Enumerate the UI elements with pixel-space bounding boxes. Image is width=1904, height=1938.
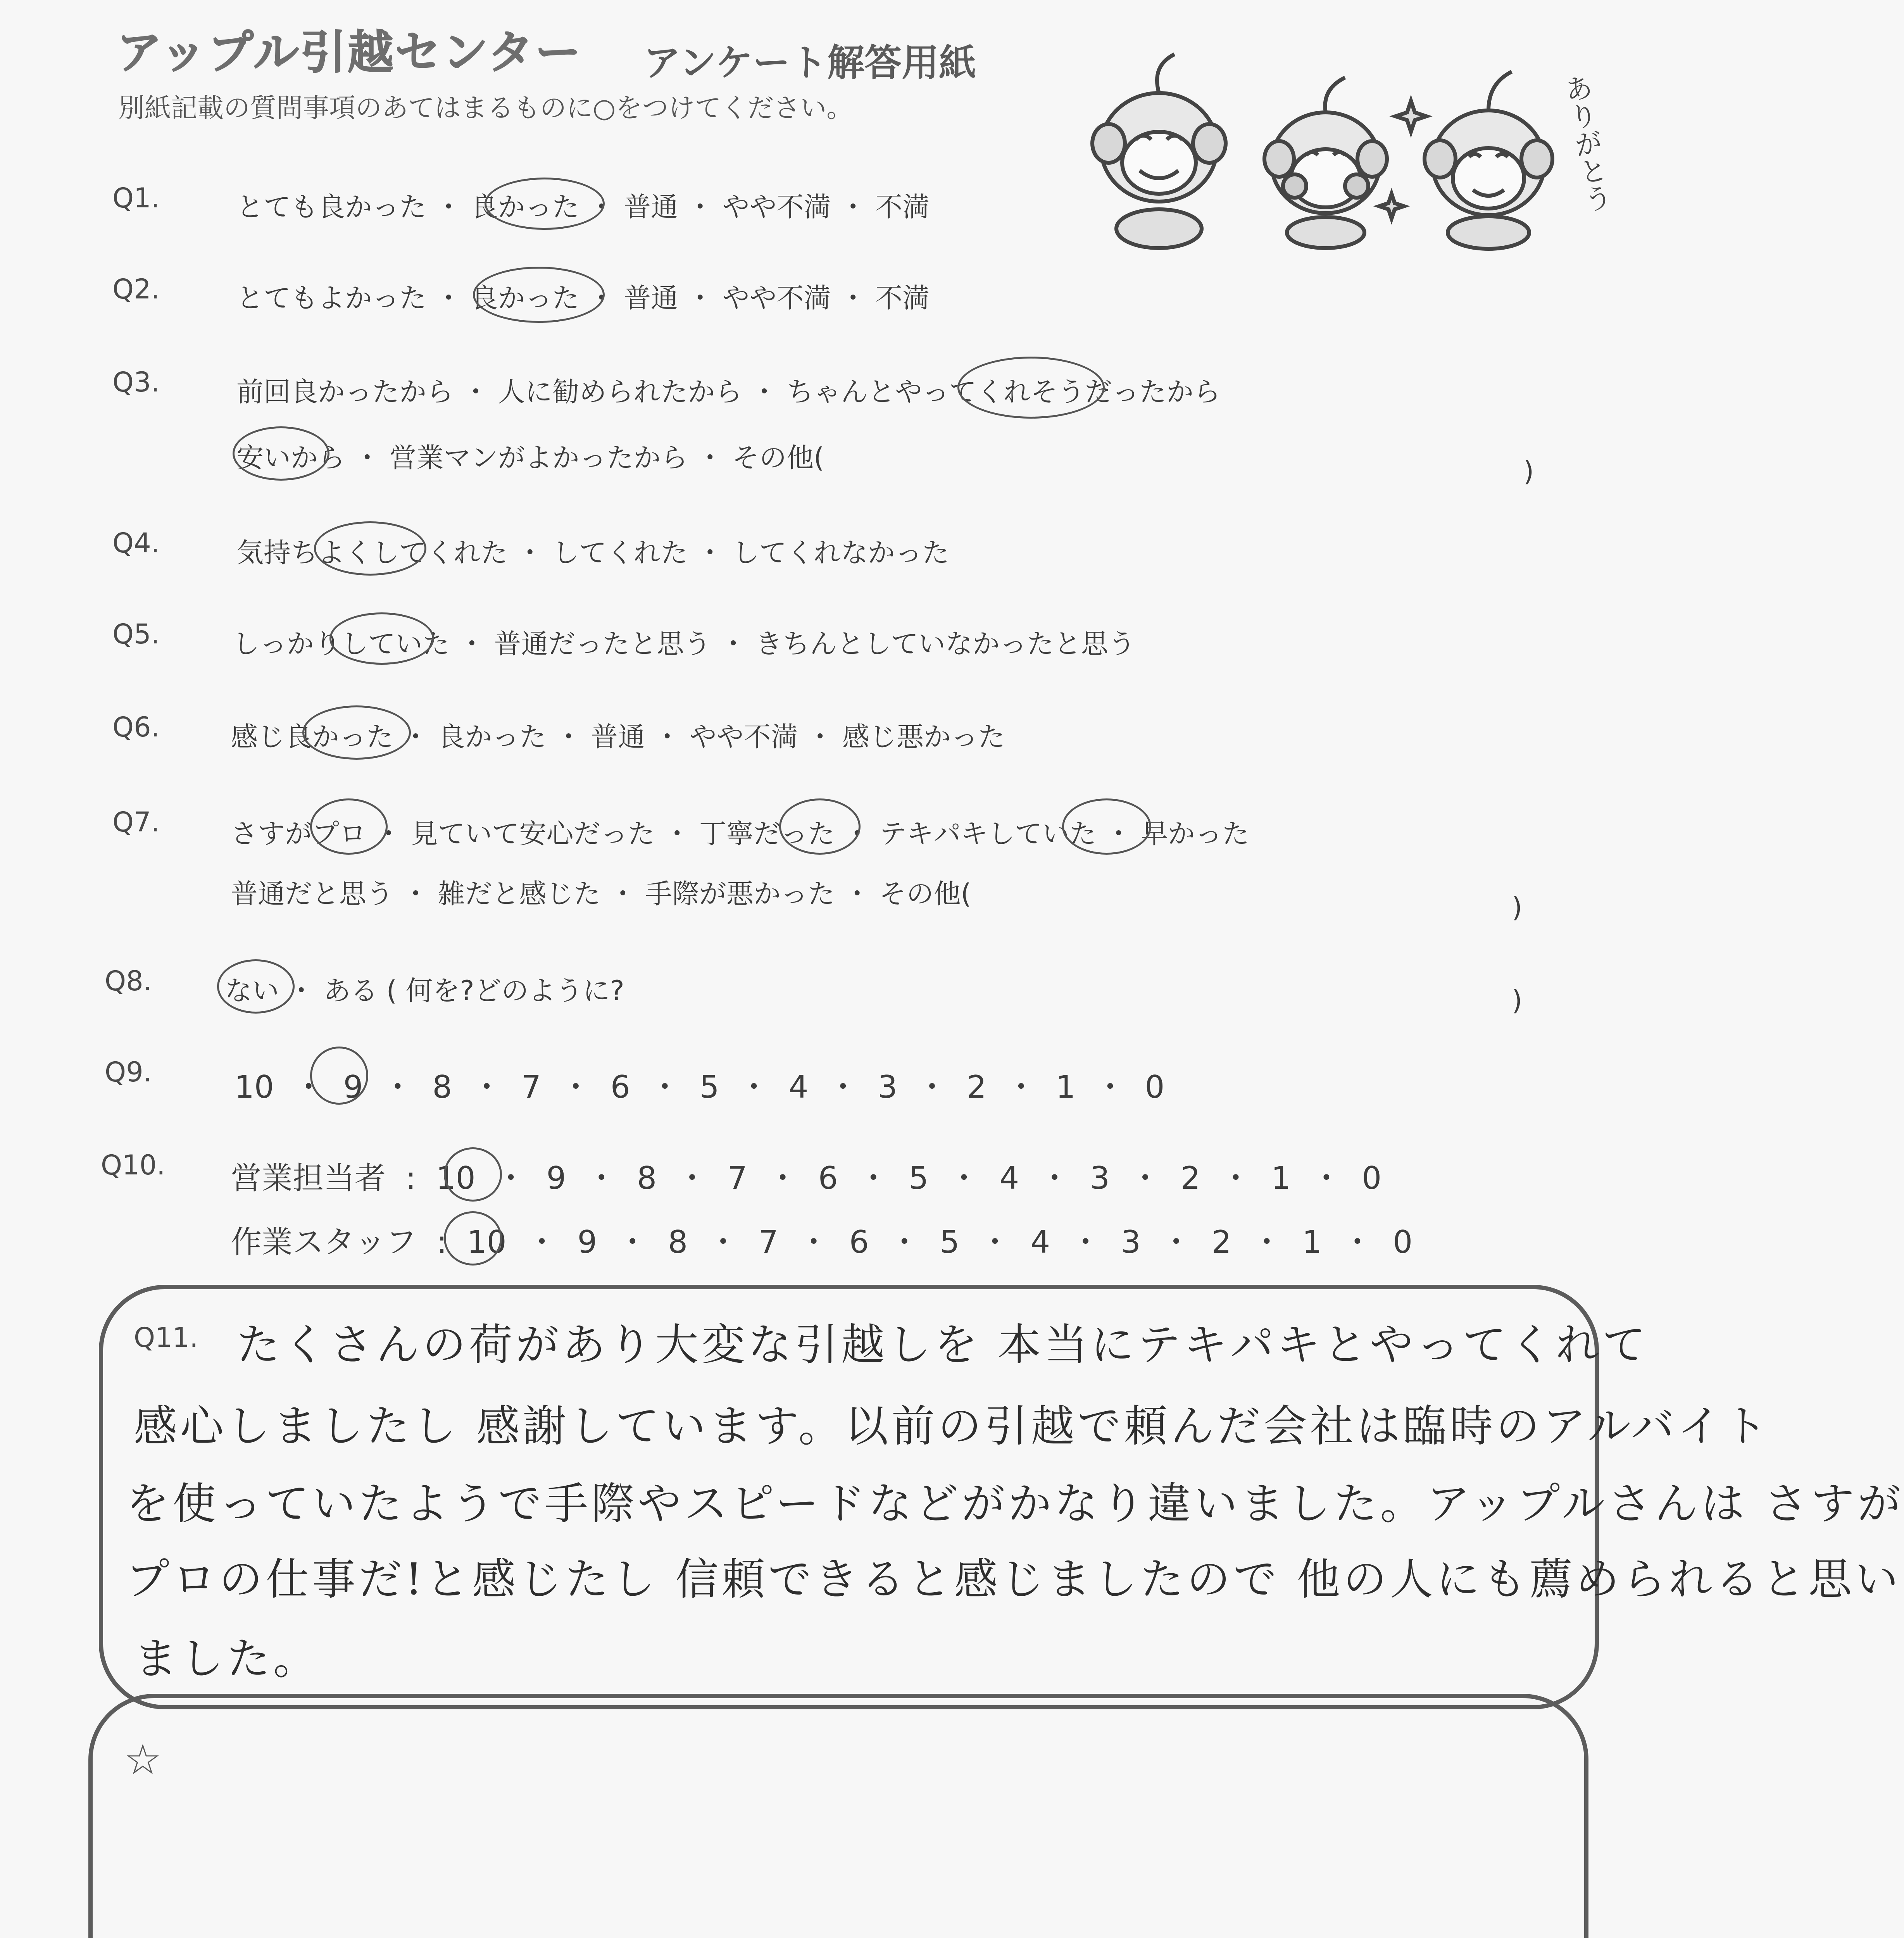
q4-selected-circle bbox=[314, 521, 426, 576]
q6-label: Q6. bbox=[112, 711, 160, 743]
q8-selected-circle bbox=[217, 959, 295, 1014]
q7-selected-circle-3 bbox=[1062, 798, 1151, 855]
q9-label: Q9. bbox=[105, 1056, 152, 1088]
q10-sales-selected-circle bbox=[444, 1147, 502, 1202]
mascot-thanks-text: ありがとう bbox=[1558, 72, 1614, 215]
instructions-text: 別紙記載の質問事項のあてはまるものに○をつけてください。 bbox=[118, 93, 853, 124]
q11-handwritten-line-1: たくさんの荷があり大変な引越しを 本当にテキパキとやってくれて bbox=[236, 1320, 1649, 1370]
q10-sales-options: 営業担当者 : 10 ・ 9 ・ 8 ・ 7 ・ 6 ・ 5 ・ 4 ・ 3 ・ 2 ・ 1 ・ 0 bbox=[231, 1160, 1382, 1196]
q11-handwritten-line-3: を使っていたようで手際やスピードなどがかなり違いました。アップルさんは さすが bbox=[126, 1479, 1904, 1529]
q7-selected-circle-1 bbox=[310, 798, 388, 855]
q4-options: 気持ちよくしてくれた ・ してくれた ・ してくれなかった bbox=[236, 537, 950, 569]
q7-options-line2: 普通だと思う ・ 雑だと感じた ・ 手際が悪かった ・ その他( bbox=[231, 878, 971, 910]
q3-options-line1: 前回良かったから ・ 人に勧められたから ・ ちゃんとやってくれそうだったから bbox=[236, 376, 1221, 408]
q11-label: Q11. bbox=[134, 1322, 198, 1353]
q7-label: Q7. bbox=[112, 806, 160, 838]
q11-handwritten-line-2: 感心しましたし 感謝しています。以前の引越で頼んだ会社は臨時のアルバイト bbox=[134, 1401, 1771, 1452]
q9-options: 10 ・ 9 ・ 8 ・ 7 ・ 6 ・ 5 ・ 4 ・ 3 ・ 2 ・ 1 ・ 0 bbox=[235, 1069, 1165, 1105]
q6-options: 感じ良かった ・ 良かった ・ 普通 ・ やや不満 ・ 感じ悪かった bbox=[231, 721, 1005, 753]
q7-selected-circle-2 bbox=[779, 798, 861, 855]
q9-selected-circle bbox=[310, 1047, 368, 1105]
q1-selected-circle bbox=[485, 178, 605, 230]
q5-selected-circle bbox=[329, 612, 434, 665]
q1-options: とても良かった ・ 良かった ・ 普通 ・ やや不満 ・ 不満 bbox=[236, 191, 930, 223]
star-icon: ☆ bbox=[124, 1736, 162, 1784]
q2-selected-circle bbox=[473, 267, 605, 323]
q11-handwritten-line-5: ました。 bbox=[134, 1634, 320, 1684]
q3-selected-circle-1 bbox=[957, 357, 1105, 419]
q1-label: Q1. bbox=[112, 182, 160, 214]
q5-label: Q5. bbox=[112, 618, 160, 650]
page-subtitle: アンケート解答用紙 bbox=[643, 41, 976, 84]
q2-label: Q2. bbox=[112, 273, 160, 305]
q3-label: Q3. bbox=[112, 366, 160, 398]
page-title: アップル引越センター bbox=[116, 26, 583, 79]
q4-label: Q4. bbox=[112, 527, 160, 559]
q10-label: Q10. bbox=[101, 1149, 166, 1181]
q8-paren-close: ) bbox=[1512, 985, 1523, 1016]
monkey-mascots-illustration bbox=[1078, 47, 1613, 250]
q5-options: しっかりしていた ・ 普通だったと思う ・ きちんとしていなかったと思う bbox=[233, 628, 1136, 660]
q3-selected-circle-2 bbox=[233, 426, 329, 481]
q10-staff-options: 作業スタッフ : 10 ・ 9 ・ 8 ・ 7 ・ 6 ・ 5 ・ 4 ・ 3 ・ 2 ・ 1 ・ 0 bbox=[231, 1224, 1413, 1260]
q11-handwritten-line-4: プロの仕事だ!と感じたし 信頼できると感じましたので 他の人にも薦められると思い bbox=[126, 1554, 1902, 1605]
star-comment-box bbox=[88, 1694, 1588, 1938]
q8-options: ない ・ ある ( 何を?どのように? bbox=[225, 975, 624, 1007]
q3-paren-close: ) bbox=[1523, 455, 1534, 487]
q7-options-line1: さすがプロ ・ 見ていて安心だった ・ 丁寧だった ・ テキパキしていた ・ 早かった bbox=[231, 818, 1250, 850]
q10-staff-selected-circle bbox=[444, 1211, 502, 1266]
q6-selected-circle bbox=[302, 705, 411, 760]
q2-options: とてもよかった ・ 良かった ・ 普通 ・ やや不満 ・ 不満 bbox=[236, 282, 930, 314]
q3-options-line2: 安いから ・ 営業マンがよかったから ・ その他( bbox=[236, 442, 824, 474]
q8-label: Q8. bbox=[105, 965, 152, 997]
q7-paren-close: ) bbox=[1512, 891, 1523, 923]
